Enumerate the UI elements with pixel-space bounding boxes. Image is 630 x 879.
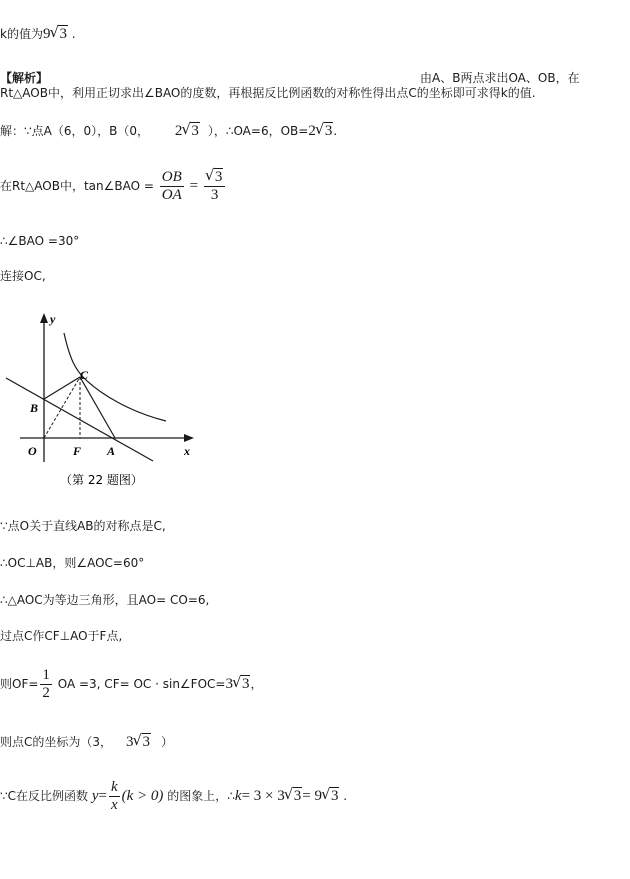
fraction-denominator: 3 <box>210 187 219 203</box>
statement-4: 过点C作CF⊥AO于F点, <box>0 629 123 643</box>
var-y: y <box>91 788 99 804</box>
sqrt-symbol <box>322 778 340 814</box>
sqrt-radicand: 3 <box>293 788 302 804</box>
analysis-header: 【解析】 <box>0 71 49 85</box>
result-line <box>0 26 76 42</box>
sqrt-radicand: 3 <box>142 734 151 750</box>
label-o: O <box>28 444 37 458</box>
tan-line <box>0 168 227 204</box>
ob-coef: 2 <box>174 123 183 139</box>
sqrt-symbol <box>316 123 334 139</box>
label-c: C <box>80 368 89 382</box>
angle-line: ∴∠BAO =30° <box>0 234 80 248</box>
analysis-right-text: 由A、B两点求出OA、OB，在 <box>420 71 580 85</box>
sqrt-radicand: 3 <box>59 26 67 42</box>
sqrt-symbol <box>233 666 251 702</box>
statement-7 <box>0 778 347 814</box>
equals-sign: = <box>98 788 107 804</box>
cf-coef: 3 <box>225 676 233 692</box>
statement-6-text: 则点C的坐标为（3， <box>0 735 113 749</box>
result-text: k的值为 <box>0 27 43 41</box>
sqrt-radicand: 3 <box>214 169 223 185</box>
c-y-coef: 3 <box>126 734 134 750</box>
fraction-k-x <box>109 779 120 814</box>
label-b: B <box>30 401 39 415</box>
label-x: x <box>184 444 190 458</box>
sqrt-symbol <box>182 123 200 139</box>
fraction-ob-oa <box>160 169 184 204</box>
segment-ca <box>80 377 115 438</box>
geometry-figure <box>0 305 200 495</box>
result-period: . <box>67 27 76 41</box>
statement-5 <box>0 666 262 702</box>
equals-sign: = <box>189 178 199 194</box>
statement-5-comma: ， <box>250 677 263 691</box>
fraction-denominator: x <box>110 797 118 813</box>
solution-text-mid: ），∴OA=6，OB= <box>207 124 309 138</box>
label-a: A <box>107 444 116 458</box>
statement-7-period: . <box>339 789 348 803</box>
tan-text: 在Rt△AOB中，tan∠BAO = <box>0 179 154 193</box>
statement-1: ∵点O关于直线AB的对称点是C, <box>0 519 166 533</box>
segment-bc <box>44 377 80 399</box>
condition-k-positive: (k > 0) <box>121 788 164 804</box>
statement-6-close: ） <box>161 735 174 749</box>
statement-7-text: ∵C在反比例函数 <box>0 789 89 803</box>
fraction-denominator: OA <box>161 187 182 203</box>
expr-product: = 3 × 3 <box>241 788 285 804</box>
fraction-numerator: k <box>110 779 118 795</box>
statement-2: ∴OC⊥AB，则∠AOC=60° <box>0 556 145 570</box>
solution-text: 解：∵点A（6，0），B（0， <box>0 124 149 138</box>
sqrt-symbol <box>134 734 152 750</box>
fraction-sqrt3-3 <box>204 169 226 204</box>
y-axis-arrow <box>40 313 48 323</box>
expr-result: = 9 <box>302 788 322 804</box>
statement-7-mid: 的图象上，∴ <box>167 789 235 803</box>
sqrt-radicand: 3 <box>241 676 250 692</box>
statement-6 <box>0 734 173 750</box>
result-coef: 9 <box>42 26 51 42</box>
fraction-numerator: OB <box>161 169 182 185</box>
statement-3: ∴△AOC为等边三角形，且AO= CO=6, <box>0 593 210 607</box>
sqrt-radicand: 3 <box>191 123 199 139</box>
figure-caption: （第 22 题图） <box>60 473 143 487</box>
segment-oc-dashed <box>44 377 80 438</box>
sqrt-symbol <box>285 778 303 814</box>
fraction-numerator <box>204 169 226 187</box>
sqrt-radicand: 3 <box>324 123 333 139</box>
analysis-line: Rt△AOB中，利用正切求出∠BAO的度数，再根据反比例函数的对称性得出点C的坐标即可求得k的值. <box>0 86 536 100</box>
label-y: y <box>50 312 56 326</box>
connect-line: 连接OC, <box>0 269 46 283</box>
x-axis-arrow <box>184 434 194 442</box>
solution-period: . <box>333 124 338 138</box>
sqrt-radicand: 3 <box>330 788 339 804</box>
statement-5-mid: OA =3, CF= OC · sin∠FOC= <box>57 677 226 691</box>
fraction-half <box>40 667 52 702</box>
statement-5-text: 则OF= <box>0 677 39 691</box>
fraction-denominator: 2 <box>42 685 50 701</box>
fraction-numerator: 1 <box>42 667 50 683</box>
var-k: k <box>234 788 242 804</box>
solution-line-1 <box>0 123 337 139</box>
sqrt-symbol <box>50 26 68 42</box>
label-f: F <box>73 444 82 458</box>
sqrt-symbol <box>206 169 224 186</box>
ob-value-coef: 2 <box>308 123 316 139</box>
